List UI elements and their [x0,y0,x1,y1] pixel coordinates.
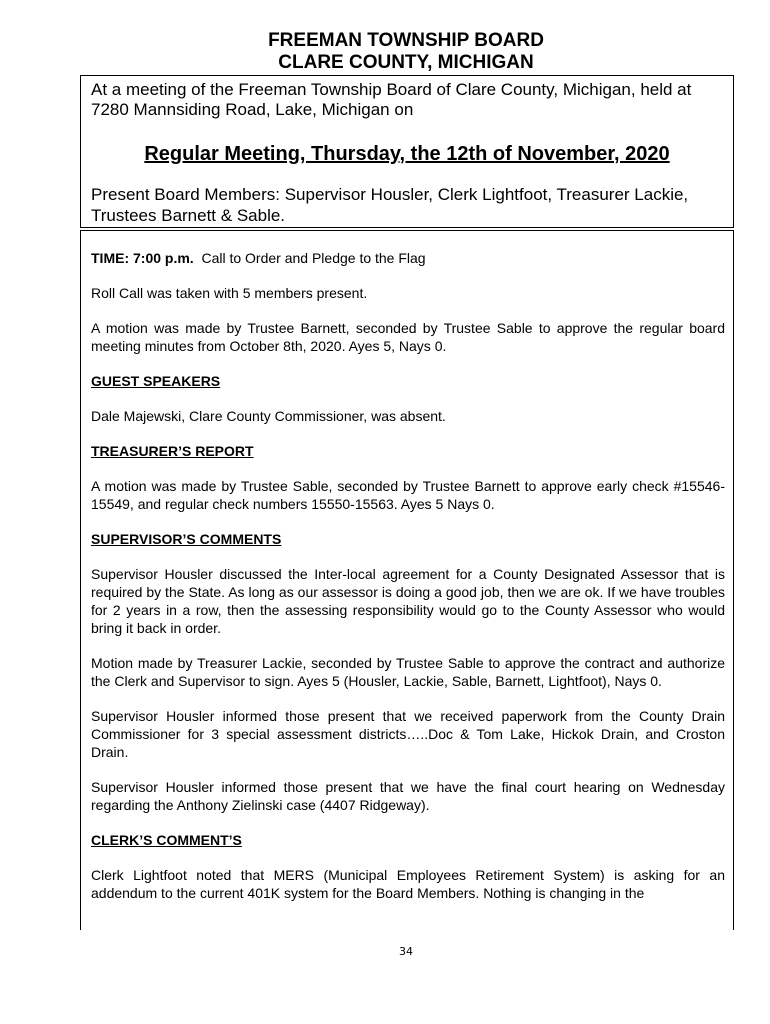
time-paragraph [91,249,725,267]
document-title [0,30,770,74]
time-text: Call to Order and Pledge to the Flag [193,250,426,266]
guest-speakers-text: Dale Majewski, Clare County Commissioner, was absent. [91,408,446,424]
minutes-approval-motion: A motion was made by Trustee Barnett, seconded by Trustee Sable to approve the regular board meeting minutes from October 8th, 2020. Ayes 5, Nays 0. [91,320,725,354]
meeting-title: Regular Meeting, Thursday, the 12th of November, 2020 [144,143,670,165]
supervisor-paragraph-1: Supervisor Housler discussed the Inter-local agreement for a County Designated Assessor that is required by the State. As long as our assessor is doing a good job, then we are ok. If we have troubles for 2 years in a row, then the assessing responsibility would go to the County Assessor who would bring it back in order. [91,566,725,636]
intro-text: At a meeting of the Freeman Township Board of Clare County, Michigan, held at 7280 Mannsiding Road, Lake, Michigan on [91,80,692,119]
supervisor-comments-heading: SUPERVISOR’S COMMENTS [91,531,282,547]
clerk-comments-heading: CLERK’S COMMENT’S [91,832,242,848]
supervisor-paragraph-3: Supervisor Housler informed those present that we received paperwork from the County Drain Commissioner for 3 special assessment districts…..Doc & Tom Lake, Hickok Drain, and Croston Drain. [91,708,725,760]
present-members: Present Board Members: Supervisor Housler, Clerk Lightfoot, Treasurer Lackie, Trustees Barnett & Sable. [91,185,689,225]
title-line-2: CLARE COUNTY, MICHIGAN [278,52,534,73]
minutes-body-box [80,230,734,930]
supervisor-paragraph-2: Motion made by Treasurer Lackie, seconded by Trustee Sable to approve the contract and authorize the Clerk and Supervisor to sign. Ayes 5 (Housler, Lackie, Sable, Barnett, Lightfoot), Nays 0. [91,655,725,689]
meeting-header-box [80,75,734,228]
time-label: TIME: 7:00 p.m. [91,250,194,266]
supervisor-paragraph-4: Supervisor Housler informed those present that we have the final court hearing on Wednesday regarding the Anthony Zielinski case (4407 Ridgeway). [91,779,725,813]
treasurer-report-heading: TREASURER’S REPORT [91,443,254,459]
treasurer-report-text: A motion was made by Trustee Sable, seconded by Trustee Barnett to approve early check #15546-15549, and regular check numbers 15550-15563. Ayes 5 Nays 0. [91,478,725,512]
clerk-paragraph-1: Clerk Lightfoot noted that MERS (Municipal Employees Retirement System) is asking for an addendum to the current 401K system for the Board Members. Nothing is changing in the [91,867,725,901]
page-number: 34 [399,945,413,958]
minutes-content [91,249,725,919]
title-line-1: FREEMAN TOWNSHIP BOARD [268,30,544,51]
guest-speakers-heading: GUEST SPEAKERS [91,373,221,389]
roll-call: Roll Call was taken with 5 members present. [91,285,368,301]
